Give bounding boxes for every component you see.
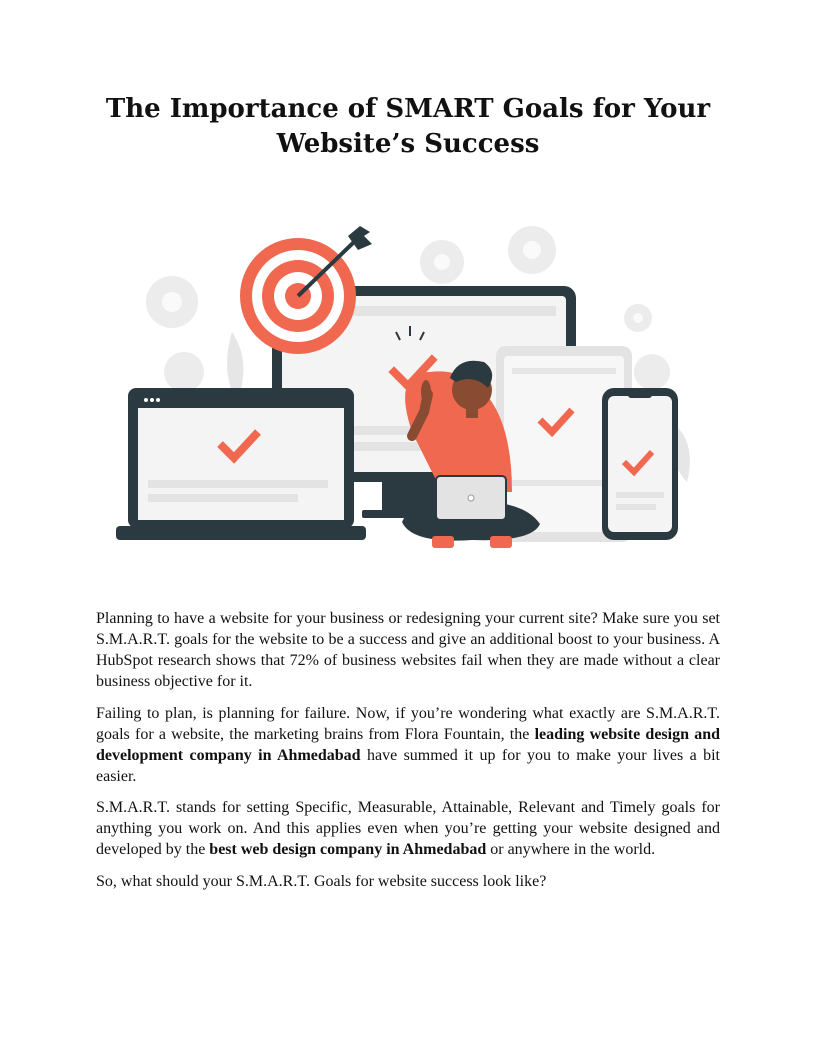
website-goals-illustration [112, 222, 704, 562]
smartphone-icon [602, 388, 678, 540]
paragraph [96, 703, 720, 787]
paragraph [96, 871, 720, 892]
paragraph-text: or anywhere in the world. [486, 841, 656, 859]
keyword-link-text: best web design company in Ahmedabad [209, 841, 487, 859]
page-title: The Importance of SMART Goals for Your Website’s Success [105, 94, 711, 159]
paragraph-text: S.M.A.R.T. stands for setting Specific, Measurable, Attainable, Relevant and Timely goals for anything you work on. And this applies even when you’re getting your website designed and developed by the [96, 799, 720, 859]
paragraph-text: Failing to plan, is planning for failure. Now, if you’re wondering what exactly are S.M.A.R.T. goals for a website, the marketing brains from Flora Fountain, the [96, 704, 720, 743]
document-body [96, 608, 720, 902]
paragraph-text: have summed it up for you to make your lives a bit easier. [96, 746, 720, 785]
paragraph [96, 608, 720, 692]
paragraph-text: So, what should your S.M.A.R.T. Goals for website success look like? [96, 872, 547, 890]
paragraph-text: Planning to have a website for your business or redesigning your current site? Make sure you set S.M.A.R.T. goals for the website to be a success and give an additional boost to your business. A HubSpot research shows that 72% of business websites fail when they are made without a clear business objective for it. [96, 610, 720, 690]
keyword-link-text: leading website design and development company in Ahmedabad [96, 725, 721, 764]
paragraph [96, 797, 720, 860]
laptop-icon [116, 388, 366, 540]
